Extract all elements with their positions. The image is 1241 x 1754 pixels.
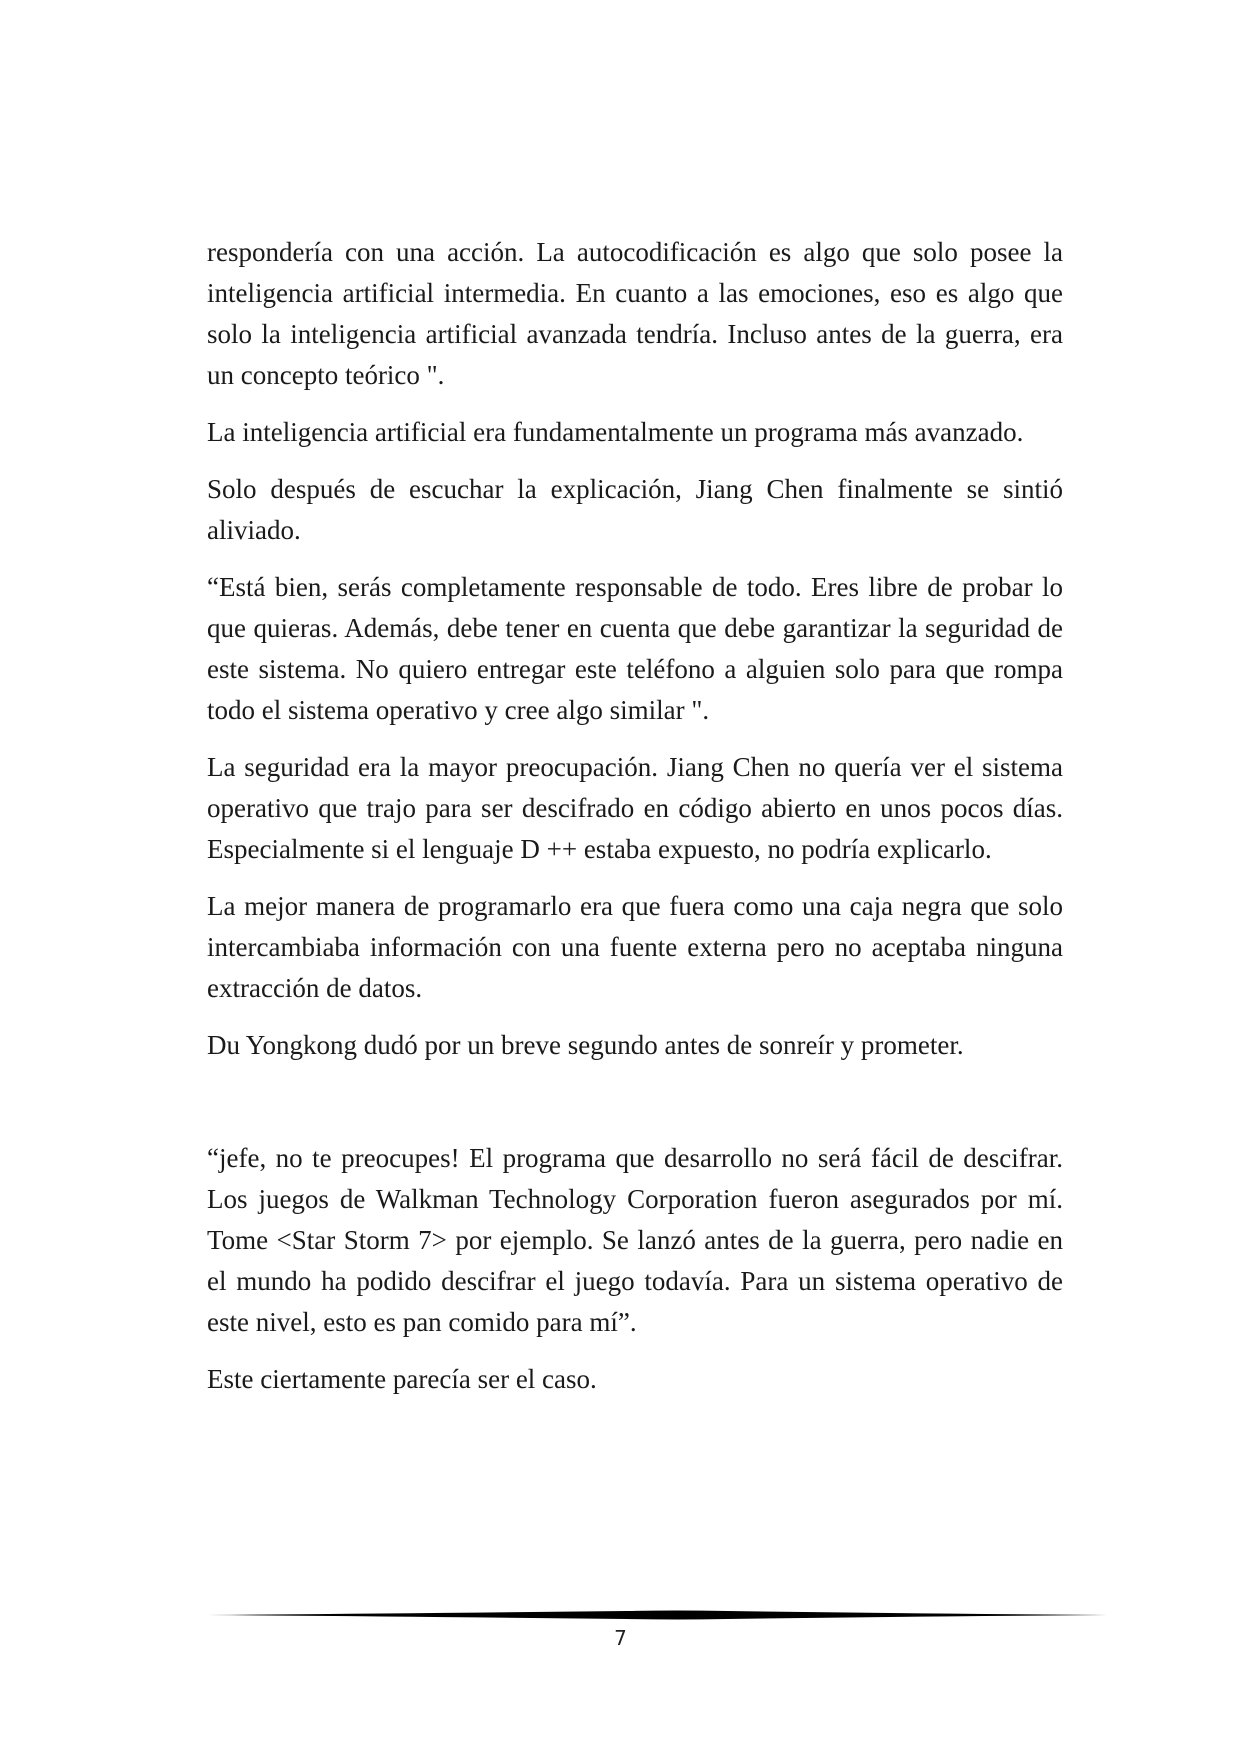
paragraph: Este ciertamente parecía ser el caso. (207, 1364, 597, 1394)
paragraph: La inteligencia artificial era fundamentalmente un programa más avanzado. (207, 417, 1024, 447)
paragraph: respondería con una acción. La autocodificación es algo que solo posee la inteligencia artificial intermedia. En cuanto a las emociones, eso es algo que solo la inteligencia artificial avanzada tendría. Incluso antes de la guerra, era un concepto teórico ". (207, 237, 1063, 390)
footer-divider (207, 1609, 1107, 1621)
paragraph: La mejor manera de programarlo era que fuera como una caja negra que solo intercambiaba información con una fuente externa pero no aceptaba ninguna extracción de datos. (207, 891, 1063, 1003)
paragraph: La seguridad era la mayor preocupación. Jiang Chen no quería ver el sistema operativo que trajo para ser descifrado en código abierto en unos pocos días. Especialmente si el lenguaje D ++ estaba expuesto, no podría explicarlo. (207, 752, 1063, 864)
footer-divider-swash (207, 1611, 1107, 1620)
page-number: 7 (614, 1626, 627, 1650)
paragraph: Du Yongkong dudó por un breve segundo antes de sonreír y prometer. (207, 1030, 964, 1060)
page-body (207, 232, 1063, 1416)
paragraph: “Está bien, serás completamente responsable de todo. Eres libre de probar lo que quieras. Además, debe tener en cuenta que debe garantizar la seguridad de este sistema. No quiero entregar este teléfono a alguien solo para que rompa todo el sistema operativo y cree algo similar ". (207, 572, 1063, 725)
paragraph: “jefe, no te preocupes! El programa que desarrollo no será fácil de descifrar. Los juegos de Walkman Technology Corporation fueron asegurados por mí. Tome <Star Storm 7> por ejemplo. Se lanzó antes de la guerra, pero nadie en el mundo ha podido descifrar el juego todavía. Para un sistema operativo de este nivel, esto es pan comido para mí”. (207, 1143, 1063, 1337)
paragraph: Solo después de escuchar la explicación, Jiang Chen finalmente se sintió aliviado. (207, 474, 1063, 545)
